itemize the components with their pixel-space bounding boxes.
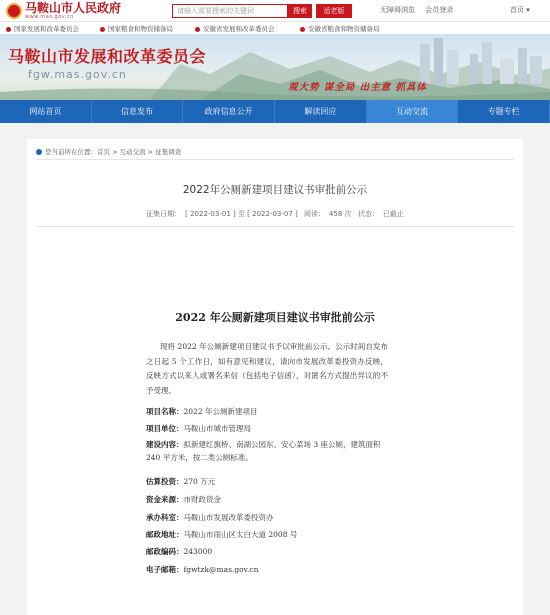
views-label: 阅读： (304, 210, 326, 218)
link-item[interactable]: 国家粮食和物资储备局 (100, 24, 173, 33)
page-title: 2022年公厕新建项目建议书审批前公示 (182, 184, 368, 196)
nav-item-home[interactable]: 网站首页 (0, 100, 92, 123)
divider (36, 159, 514, 160)
top-links (380, 5, 461, 15)
notice-paragraph: 现将 2022 年公厕新建项目建议书予以审批前公示。公示时间自发布之日起 5 个工作日，如有意见和建议，请向市发展改革委投资办反映，反映方式以来人或署名来信（包括电子信函），对匿名方式提出异议的不予受理。 (146, 342, 388, 395)
field-handling-office: 承办科室：马鞍山市发展改革委投资办 (146, 513, 274, 522)
related-links-row (0, 22, 550, 34)
field-estimated-investment: 估算投资：270 万元 (146, 477, 216, 486)
nav-item-topics[interactable]: 专题专栏 (458, 100, 550, 123)
main-nav (0, 100, 550, 123)
field-email: 电子邮箱：fgwtzk@mas.gov.cn (146, 565, 259, 574)
link-item[interactable]: 安徽省发展和改革委员会 (195, 24, 275, 33)
breadcrumb-prefix: 您当前所在位置： (45, 148, 97, 156)
period-label: 征集日期： (146, 210, 182, 218)
link-item[interactable]: 安徽省粮食和物资储备局 (300, 24, 380, 33)
breadcrumb-survey[interactable]: 征集调查 (155, 148, 182, 156)
site-logo[interactable] (6, 2, 121, 20)
field-project-name: 项目名称：2022 年公厕新建项目 (146, 407, 258, 416)
breadcrumb-separator: > (110, 148, 120, 156)
nav-item-info[interactable]: 信息发布 (92, 100, 184, 123)
top-bar (0, 0, 550, 22)
field-project-unit: 项目单位：马鞍山市城市管理局 (146, 424, 251, 433)
breadcrumb (36, 147, 181, 156)
bullet-icon (195, 27, 200, 32)
site-name: 马鞍山市人民政府 (25, 1, 122, 15)
accessibility-link[interactable]: 无障碍浏览 (380, 6, 415, 14)
breadcrumb-separator: > (145, 148, 156, 156)
elderly-mode-button[interactable]: 适老版 (316, 4, 352, 18)
breadcrumb-interaction[interactable]: 互动交流 (119, 148, 146, 156)
site-domain: www.mas.gov.cn (25, 14, 74, 20)
banner-title: 马鞍山市发展和改革委员会 (8, 47, 207, 66)
member-login-link[interactable]: 会员登录 (425, 6, 454, 14)
bullet-icon (6, 27, 11, 32)
field-fund-source: 资金来源：市财政资金 (146, 495, 221, 504)
status-value: 已截止 (382, 210, 404, 218)
bullet-icon (300, 27, 305, 32)
nav-item-gov-disclosure[interactable]: 政府信息公开 (183, 100, 275, 123)
period-value: [ 2022-03-01 ] 至 [ 2022-03-07 ] (185, 210, 298, 218)
emblem-icon (6, 3, 22, 19)
search-input[interactable]: 请输入需要搜索的关键词 (172, 4, 288, 18)
views-value: 458 次 (329, 210, 352, 218)
bullet-icon (100, 27, 105, 32)
header-banner (0, 34, 550, 100)
link-item[interactable]: 国家发展和改革委员会 (6, 24, 79, 33)
field-postal-code: 邮政编码：243000 (146, 547, 213, 556)
breadcrumb-home[interactable]: 首页 (97, 148, 110, 156)
home-dropdown[interactable]: 首页 ▾ (510, 6, 530, 14)
nav-item-interaction[interactable]: 互动交流 (367, 100, 459, 123)
banner-domain: fgw.mas.gov.cn (28, 68, 127, 81)
search-button[interactable]: 搜索 (288, 4, 312, 18)
article-meta (27, 209, 523, 219)
document-title: 2022 年公厕新建项目建议书审批前公示 (175, 311, 375, 324)
nav-item-interpretation[interactable]: 解读回应 (275, 100, 367, 123)
field-construction-content: 建设内容：拟新建红旗桥、南湖公园东、安心菜场 3 座公厕，建筑面积 240 平方米，按二类公厕标准。 (146, 440, 381, 462)
divider (36, 226, 514, 227)
location-icon (36, 149, 42, 155)
field-postal-address: 邮政地址：马鞍山市雨山区太白大道 2008 号 (146, 530, 298, 539)
status-label: 状态： (357, 210, 379, 218)
banner-slogan: 观大势 谋全局 出主意 抓具体 (288, 82, 427, 93)
